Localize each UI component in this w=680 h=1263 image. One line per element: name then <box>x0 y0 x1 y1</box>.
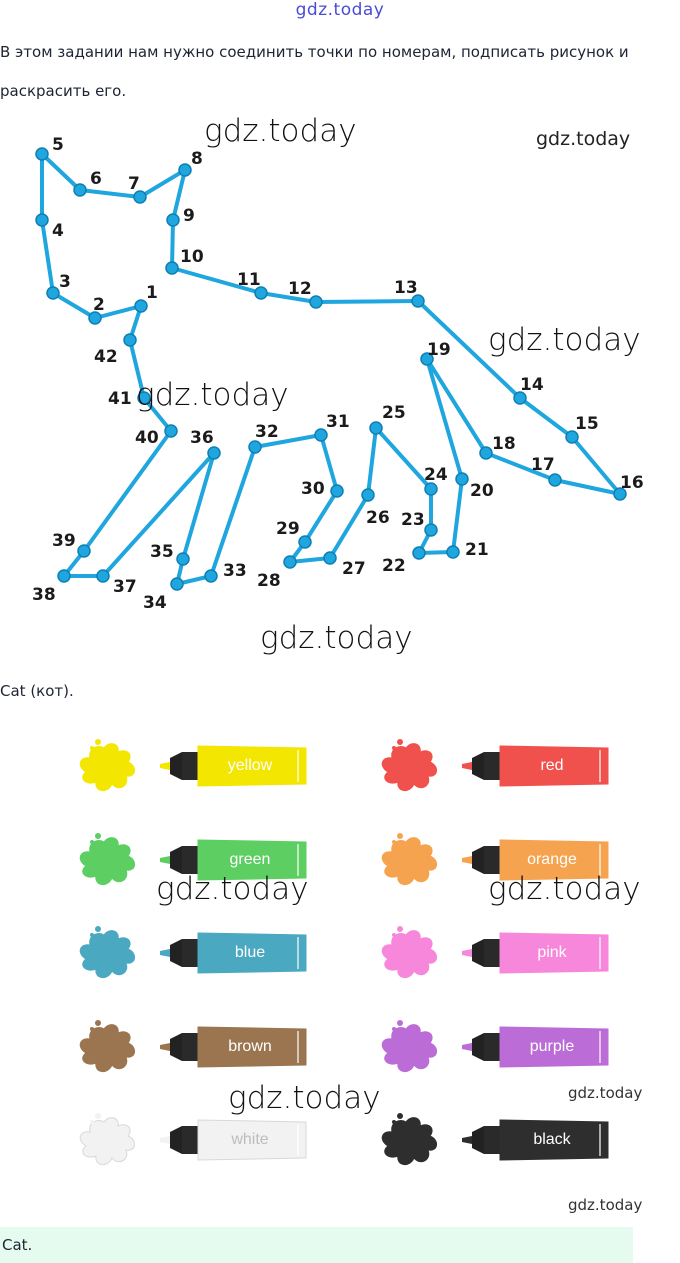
paint-splash-icon <box>74 1110 144 1170</box>
paint-splash-icon <box>74 736 144 796</box>
task-line-1: В этом задании нам нужно соединить точки по номерам, подписать рисунок и <box>0 43 629 61</box>
watermark: gdz.today <box>228 1080 381 1116</box>
marker-label: blue <box>234 944 266 961</box>
final-answer: Cat. <box>2 1236 33 1254</box>
marker-label: green <box>229 851 271 868</box>
dot-point <box>413 547 425 559</box>
watermark: gdz.today <box>568 1084 643 1102</box>
dot-number: 21 <box>465 540 489 560</box>
dot-number: 36 <box>190 428 214 448</box>
dot-number: 41 <box>108 389 132 409</box>
paint-splash-icon <box>74 1017 144 1077</box>
watermark: gdz.today <box>568 1196 643 1214</box>
dot-number: 12 <box>288 279 312 299</box>
watermark: gdz.today <box>156 871 309 907</box>
paint-splash-icon <box>376 736 446 796</box>
dot-number: 30 <box>301 479 325 499</box>
palette-item-blue <box>74 923 334 983</box>
dot-number: 26 <box>366 508 390 528</box>
dot-point <box>310 296 322 308</box>
dot-point <box>456 473 468 485</box>
dot-number: 34 <box>143 593 167 613</box>
dot-point <box>208 447 220 459</box>
dot-point <box>97 570 109 582</box>
dot-number: 14 <box>520 375 544 395</box>
dot-point <box>370 422 382 434</box>
dot-number: 15 <box>575 414 599 434</box>
dot-point <box>205 570 217 582</box>
dot-number: 10 <box>180 247 204 267</box>
dot-number: 23 <box>401 510 425 530</box>
dot-point <box>249 441 261 453</box>
site-link[interactable]: gdz.today <box>295 0 385 20</box>
dot-point <box>299 536 311 548</box>
dot-number: 13 <box>394 278 418 298</box>
watermark: gdz.today <box>260 620 413 656</box>
dot-number: 42 <box>94 347 118 367</box>
dot-number: 6 <box>90 169 102 189</box>
dot-point <box>167 214 179 226</box>
dot-number: 40 <box>135 428 159 448</box>
dot-number: 3 <box>59 272 71 292</box>
dot-number: 20 <box>470 481 494 501</box>
dot-number: 31 <box>326 412 350 432</box>
dot-point <box>331 485 343 497</box>
dot-point <box>179 164 191 176</box>
marker-label: black <box>533 1131 571 1148</box>
watermark: gdz.today <box>488 871 641 907</box>
dot-number: 4 <box>52 221 64 241</box>
watermark: gdz.today <box>488 322 641 358</box>
marker-label: purple <box>529 1038 575 1055</box>
dot-point <box>447 546 459 558</box>
dot-point <box>36 148 48 160</box>
dot-point <box>425 524 437 536</box>
marker-label: yellow <box>227 757 273 774</box>
palette-item-pink <box>376 923 636 983</box>
dot-point <box>124 334 136 346</box>
marker-label: orange <box>527 851 577 868</box>
dot-number: 39 <box>52 531 76 551</box>
dot-point <box>171 578 183 590</box>
dot-number: 17 <box>531 455 555 475</box>
dot-number: 16 <box>620 473 644 493</box>
dot-number: 24 <box>424 465 448 485</box>
palette-item-brown <box>74 1017 334 1077</box>
paint-splash-icon <box>376 1017 446 1077</box>
dot-point <box>74 184 86 196</box>
dot-number: 19 <box>427 340 451 360</box>
dot-number: 32 <box>255 422 279 442</box>
paint-splash-icon <box>376 830 446 890</box>
dot-point <box>78 545 90 557</box>
dot-number: 29 <box>276 519 300 539</box>
palette-item-black <box>376 1110 636 1170</box>
dot-point <box>480 447 492 459</box>
palette-item-white <box>74 1110 334 1170</box>
dot-number: 1 <box>146 283 158 303</box>
dot-point <box>166 262 178 274</box>
dot-number: 33 <box>223 561 247 581</box>
dot-point <box>324 552 336 564</box>
dot-number: 27 <box>342 559 366 579</box>
final-answer-box <box>0 1227 633 1263</box>
dot-number: 28 <box>257 571 281 591</box>
dot-number: 2 <box>93 295 105 315</box>
dot-number: 7 <box>128 174 140 194</box>
dot-number: 25 <box>382 403 406 423</box>
palette-item-purple <box>376 1017 636 1077</box>
paint-splash-icon <box>74 830 144 890</box>
dot-point <box>36 214 48 226</box>
paint-splash-icon <box>74 923 144 983</box>
dot-number: 37 <box>113 577 137 597</box>
connect-the-dots-cat <box>0 110 680 670</box>
dot-number: 11 <box>237 270 261 290</box>
dot-point <box>58 570 70 582</box>
dot-number: 9 <box>183 206 195 226</box>
dot-point <box>284 556 296 568</box>
marker-label: brown <box>228 1038 272 1055</box>
dot-number: 8 <box>191 149 203 169</box>
dot-point <box>177 553 189 565</box>
marker-label: pink <box>537 944 567 961</box>
watermark: gdz.today <box>204 113 357 149</box>
dot-number: 38 <box>32 585 56 605</box>
dot-number: 18 <box>492 434 516 454</box>
dot-point <box>362 489 374 501</box>
watermark: gdz.today <box>136 377 289 413</box>
dot-number: 5 <box>52 135 64 155</box>
palette-item-red <box>376 736 636 796</box>
dot-point <box>47 287 59 299</box>
task-line-2: раскрасить его. <box>0 82 127 100</box>
marker-label: white <box>231 1131 269 1148</box>
task-text <box>0 33 680 111</box>
dot-number: 22 <box>382 556 406 576</box>
dot-number: 35 <box>150 542 174 562</box>
paint-splash-icon <box>376 923 446 983</box>
dot-point <box>165 425 177 437</box>
marker-label: red <box>540 757 564 774</box>
watermark: gdz.today <box>536 128 631 150</box>
paint-splash-icon <box>376 1110 446 1170</box>
dot-point <box>549 474 561 486</box>
answer-caption: Cat (кот). <box>0 682 74 700</box>
palette-item-yellow <box>74 736 334 796</box>
cat-outline-line <box>42 154 620 584</box>
